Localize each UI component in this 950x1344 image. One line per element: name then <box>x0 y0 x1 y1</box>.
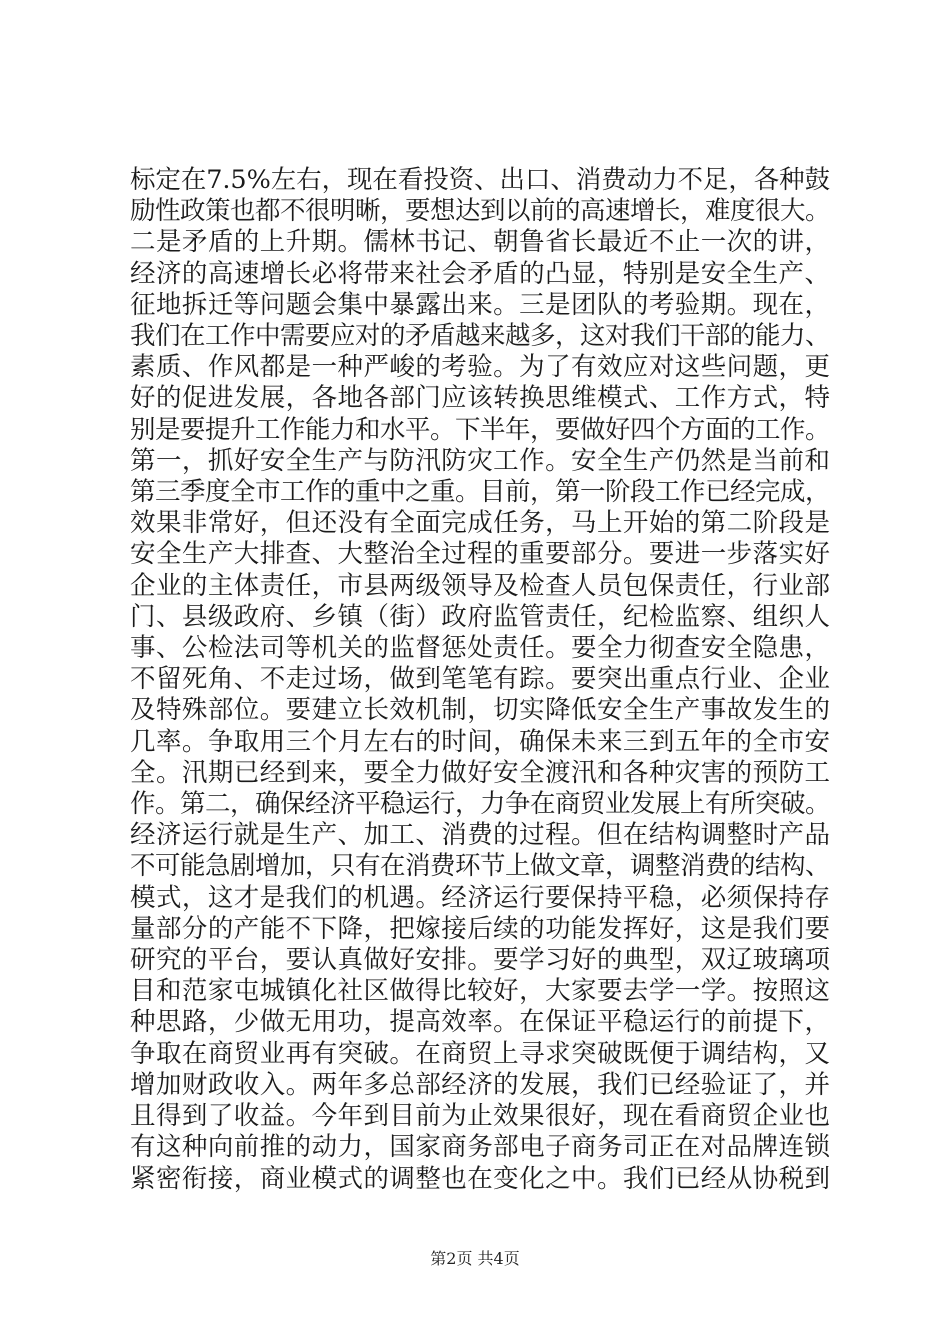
text-line: 不留死角、不走过场，做到笔笔有踪。要突出重点行业、企业 <box>130 664 830 695</box>
text-line: 事、公检法司等机关的监督惩处责任。要全力彻查安全隐患， <box>130 633 830 664</box>
text-line: 别是要提升工作能力和水平。下半年，要做好四个方面的工作。 <box>130 414 830 445</box>
text-line: 种思路，少做无用功，提高效率。在保证平稳运行的前提下， <box>130 1007 830 1038</box>
text-line: 经济运行就是生产、加工、消费的过程。但在结构调整时产品 <box>130 820 830 851</box>
text-line: 励性政策也都不很明晰，要想达到以前的高速增长，难度很大。 <box>130 196 830 227</box>
text-line: 经济的高速增长必将带来社会矛盾的凸显，特别是安全生产、 <box>130 258 830 289</box>
text-line: 安全生产大排查、大整治全过程的重要部分。要进一步落实好 <box>130 539 830 570</box>
text-line: 且得到了收益。今年到目前为止效果很好，现在看商贸企业也 <box>130 1101 830 1132</box>
text-line: 增加财政收入。两年多总部经济的发展，我们已经验证了，并 <box>130 1069 830 1100</box>
text-line: 素质、作风都是一种严峻的考验。为了有效应对这些问题，更 <box>130 352 830 383</box>
text-line: 有这种向前推的动力，国家商务部电子商务司正在对品牌连锁 <box>130 1132 830 1163</box>
text-line: 效果非常好，但还没有全面完成任务，马上开始的第二阶段是 <box>130 508 830 539</box>
text-line: 门、县级政府、乡镇（街）政府监管责任，纪检监察、组织人 <box>130 601 830 632</box>
text-line: 研究的平台，要认真做好安排。要学习好的典型，双辽玻璃项 <box>130 945 830 976</box>
text-line: 全。汛期已经到来，要全力做好安全渡汛和各种灾害的预防工 <box>130 757 830 788</box>
text-line: 第一，抓好安全生产与防汛防灾工作。安全生产仍然是当前和 <box>130 445 830 476</box>
text-line: 征地拆迁等问题会集中暴露出来。三是团队的考验期。现在， <box>130 289 830 320</box>
text-line: 量部分的产能不下降，把嫁接后续的功能发挥好，这是我们要 <box>130 913 830 944</box>
text-line: 二是矛盾的上升期。儒林书记、朝鲁省长最近不止一次的讲， <box>130 227 830 258</box>
body-text <box>130 165 830 1195</box>
text-line: 不可能急剧增加，只有在消费环节上做文章，调整消费的结构、 <box>130 851 830 882</box>
text-line: 企业的主体责任，市县两级领导及检查人员包保责任，行业部 <box>130 570 830 601</box>
text-line: 争取在商贸业再有突破。在商贸上寻求突破既便于调结构，又 <box>130 1038 830 1069</box>
text-line: 好的促进发展，各地各部门应该转换思维模式、工作方式，特 <box>130 383 830 414</box>
text-line: 几率。争取用三个月左右的时间，确保未来三到五年的全市安 <box>130 726 830 757</box>
text-line: 紧密衔接，商业模式的调整也在变化之中。我们已经从协税到 <box>130 1163 830 1194</box>
text-line: 第三季度全市工作的重中之重。目前，第一阶段工作已经完成， <box>130 477 830 508</box>
text-line: 我们在工作中需要应对的矛盾越来越多，这对我们干部的能力、 <box>130 321 830 352</box>
text-line: 目和范家屯城镇化社区做得比较好，大家要去学一学。按照这 <box>130 976 830 1007</box>
text-line: 及特殊部位。要建立长效机制，切实降低安全生产事故发生的 <box>130 695 830 726</box>
text-line: 作。第二，确保经济平稳运行，力争在商贸业发展上有所突破。 <box>130 789 830 820</box>
text-line: 标定在7.5%左右，现在看投资、出口、消费动力不足，各种鼓 <box>130 165 830 195</box>
page-footer: 第2页 共4页 <box>430 1249 520 1268</box>
text-line: 模式，这才是我们的机遇。经济运行要保持平稳，必须保持存 <box>130 882 830 913</box>
